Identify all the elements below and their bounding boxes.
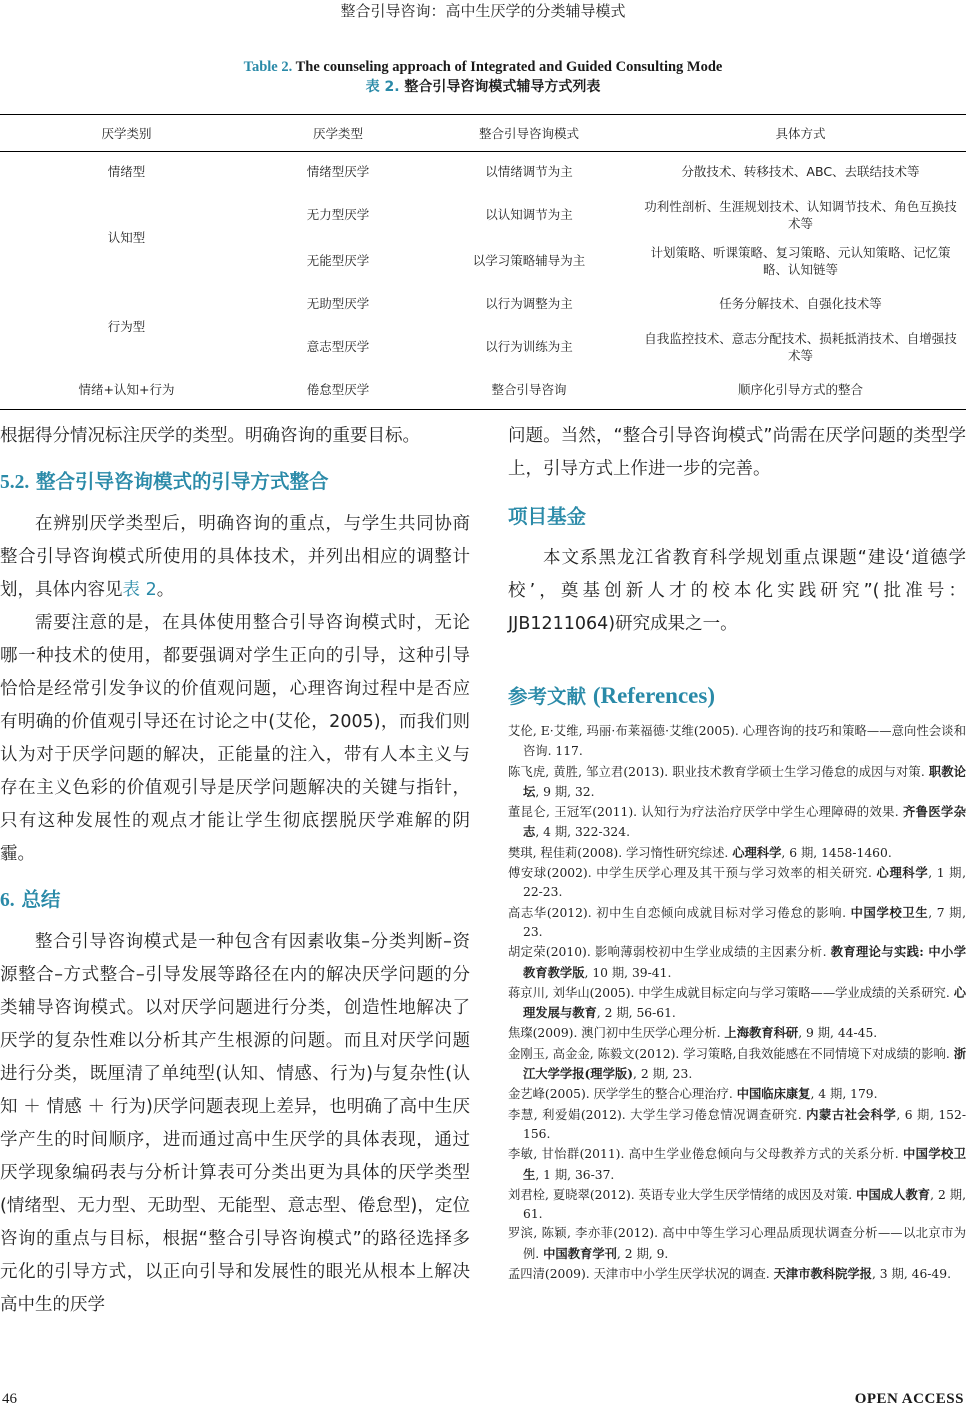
table-title-zh: 整合引导咨询模式辅导方式列表 <box>404 79 601 95</box>
reference-detail: , 4 期, 179. <box>810 1087 878 1102</box>
reference-detail: , 2 期, 9. <box>616 1246 669 1261</box>
reference-item <box>508 1185 966 1225</box>
reference-item <box>508 762 966 803</box>
paragraph: 需要注意的是，在具体使用整合引导咨询模式时，无论哪一种技术的使用，都要强调对学生正向的引导，这种引导恰恰是经常引发争议的价值观问题，心理咨询过程中是否应有明确的价值观引导还在讨论之中(艾伦，2005)，而我们则认为对于厌学问题的解决，正能量的注入，带有人本主义与存在主义色彩的价值观引导是厌学问题解决的关键与指针，只有这种发展性的观点才能让学生彻底摆脱厌学难解的阴霾。 <box>0 613 470 864</box>
reference-journal: 心理发展与教育 <box>523 984 966 1021</box>
reference-text: 蒋京川, 刘华山(2005). 中学生成就目标定向与学习策略——学业成绩的关系研究. <box>508 985 954 1000</box>
table-label-en: Table 2. <box>243 59 293 75</box>
reference-detail: , 4 期, 322-324. <box>535 825 630 840</box>
table-caption-en <box>0 57 966 77</box>
reference-journal: 心理科学 <box>876 865 929 881</box>
reference-text: 刘君栓, 夏晓翠(2012). 英语专业大学生厌学情绪的成因及对策. <box>508 1187 857 1202</box>
mode-cell: 整合引导咨询 <box>423 370 635 410</box>
type-cell: 倦怠型厌学 <box>253 370 423 410</box>
type-cell: 无能型厌学 <box>306 253 370 268</box>
table-caption <box>0 57 966 97</box>
reference-journal: 中国教育学刊 <box>543 1245 617 1261</box>
paragraph-text: 在辨别厌学类型后，明确咨询的重点，与学生共同协商整合引导咨询模式所使用的具体技术，并列出相应的调整计划，具体内容见 <box>0 514 470 600</box>
method-cell: 功利性剖析、生涯规划技术、认知调节技术、角色互换技术等 <box>644 198 957 231</box>
reference-journal: 上海教育科研 <box>724 1025 799 1041</box>
reference-detail: , 1 期, 22-23. <box>523 866 966 900</box>
category-cell: 认知型 <box>107 230 146 245</box>
reference-journal: 天津市教科院学报 <box>773 1266 872 1282</box>
method-cell: 分散技术、转移技术、ABC、去联结技术等 <box>681 164 920 180</box>
reference-item <box>508 1144 966 1185</box>
reference-item <box>508 903 966 943</box>
section-title: 总结 <box>21 888 61 911</box>
method-cell: 计划策略、听课策略、复习策略、元认知策略、记忆策略、认知链等 <box>650 244 951 277</box>
reference-item <box>508 843 966 863</box>
funding-heading: 项目基金 <box>508 505 587 528</box>
table-header-cell: 厌学类型 <box>253 115 423 152</box>
reference-item <box>508 1084 966 1104</box>
table-header-cell: 具体方式 <box>635 115 966 152</box>
reference-item <box>508 1105 966 1145</box>
reference-journal: 中国临床康复 <box>736 1086 811 1102</box>
references-heading <box>508 681 966 712</box>
reference-item <box>508 1224 966 1264</box>
mode-cell: 以情绪调节为主 <box>485 164 573 180</box>
type-cell: 无助型厌学 <box>306 296 370 311</box>
reference-item <box>508 1264 966 1284</box>
table-header-cell: 厌学类别 <box>0 115 253 152</box>
mode-cell: 以认知调节为主 <box>485 207 573 222</box>
reference-item <box>508 942 966 983</box>
reference-detail: , 10 期, 39-41. <box>584 965 672 980</box>
category-cell: 情绪型 <box>107 164 146 180</box>
reference-text: 董昆仑, 王冠军(2011). 认知行为疗法治疗厌学中学生心理障碍的效果. <box>508 805 903 820</box>
section-heading-5-2 <box>0 467 470 498</box>
reference-detail: , 7 期, 23. <box>523 905 966 939</box>
category-cell: 情绪+认知+行为 <box>0 370 253 410</box>
table-label-zh: 表 2. <box>365 79 400 95</box>
reference-text: 金艺峰(2005). 厌学学生的整合心理治疗. <box>508 1087 737 1102</box>
reference-text: 艾伦, E·艾维, 玛丽·布莱福德·艾维(2005). 心理咨询的技巧和策略——意向性会谈和咨询. 117. <box>508 724 966 759</box>
reference-detail: , 2 期, 23. <box>633 1067 693 1082</box>
reference-detail: , 9 期, 32. <box>535 784 595 799</box>
method-cell: 顺序化引导方式的整合 <box>635 370 966 410</box>
reference-item <box>508 722 966 762</box>
reference-list <box>508 722 966 1284</box>
counseling-approach-table <box>0 114 966 410</box>
mode-cell: 以行为调整为主 <box>485 296 573 311</box>
reference-text: 李慧, 利爱娟(2012). 大学生学习倦怠情况调查研究. <box>508 1107 807 1122</box>
type-cell: 情绪型厌学 <box>306 164 370 180</box>
table-row <box>0 192 966 238</box>
reference-detail: , 6 期, 1458-1460. <box>781 845 892 860</box>
reference-detail: , 3 期, 46-49. <box>871 1267 951 1282</box>
table-title-en: The counseling approach of Integrated and Guided Consulting Mode <box>295 59 723 75</box>
reference-journal: 心理科学 <box>732 844 782 860</box>
table-header-row <box>0 115 966 152</box>
paragraph: 问题。当然，“整合引导咨询模式”尚需在厌学问题的类型学上，引导方式上作进一步的完善。 <box>508 426 966 479</box>
method-cell: 任务分解技术、自强化技术等 <box>719 296 882 311</box>
paragraph: 根据得分情况标注厌学的类型。明确咨询的重要目标。 <box>0 426 420 446</box>
reference-item <box>508 983 966 1024</box>
table-row <box>0 370 966 410</box>
references-title-en: (References) <box>592 683 715 708</box>
reference-journal: 职教论坛 <box>523 763 966 799</box>
reference-item <box>508 863 966 903</box>
table-row <box>0 152 966 192</box>
reference-text: 陈飞虎, 黄胜, 邹立君(2013). 职业技术教育学硕士生学习倦怠的成因与对策. <box>508 764 929 779</box>
reference-item <box>508 1044 966 1085</box>
reference-text: 胡定荣(2010). 影响薄弱校初中生学业成绩的主因素分析. <box>508 945 831 960</box>
reference-journal: 中国成人教育 <box>856 1186 931 1202</box>
table-2-link[interactable]: 表 2 <box>122 580 157 600</box>
reference-text: 孟四清(2009). 天津市中小学生厌学状况的调查. <box>508 1267 774 1282</box>
reference-journal: 教育理论与实践: 中小学教育教学版 <box>523 944 966 980</box>
section-heading-6 <box>0 885 470 916</box>
reference-detail: , 6 期, 152-156. <box>523 1107 966 1141</box>
section-title: 整合引导咨询模式的引导方式整合 <box>36 470 329 493</box>
reference-text: 樊琪, 程佳莉(2008). 学习惰性研究综述. <box>508 845 733 860</box>
reference-detail: , 2 期, 56-61. <box>596 1006 676 1021</box>
reference-journal: 中国学校卫生 <box>850 904 929 920</box>
paragraph <box>0 508 470 607</box>
funding-paragraph: 本文系黑龙江省教育科学规划重点课题“建设‘道德学校’，奠基创新人才的校本化实践研究”(批准号：JJB1211064)研究成果之一。 <box>508 548 966 634</box>
reference-journal: 中国学校卫生 <box>523 1146 966 1182</box>
type-cell: 无力型厌学 <box>306 207 370 222</box>
reference-text: 罗滨, 陈颖, 李亦菲(2012). 高中中等生学习心理品质现状调查分析——以北京市为例. <box>508 1226 966 1261</box>
page-number: 46 <box>2 1391 17 1407</box>
type-cell: 意志型厌学 <box>306 339 370 354</box>
reference-detail: , 1 期, 36-37. <box>535 1167 615 1182</box>
reference-text: 金刚玉, 高金金, 陈毅文(2012). 学习策略,自我效能感在不同情境下对成绩的影响. <box>508 1046 954 1061</box>
reference-text: 高志华(2012). 初中生自恋倾向成就目标对学习倦怠的影响. <box>508 905 851 920</box>
paragraph-text: 。 <box>156 580 175 600</box>
mode-cell: 以学习策略辅导为主 <box>472 253 586 268</box>
references-title-zh: 参考文献 <box>508 685 587 708</box>
section-number: 5.2. <box>0 472 30 493</box>
right-column <box>508 420 966 1284</box>
table-caption-zh <box>0 77 966 97</box>
method-cell: 自我监控技术、意志分配技术、损耗抵消技术、自增强技术等 <box>644 330 957 363</box>
reference-detail: , 2 期, 61. <box>523 1187 966 1222</box>
reference-text: 焦璨(2009). 澳门初中生厌学心理分析. <box>508 1026 725 1041</box>
mode-cell: 以行为训练为主 <box>485 339 573 354</box>
table-header-cell: 整合引导咨询模式 <box>423 115 635 152</box>
left-column <box>0 420 470 1322</box>
reference-journal: 齐鲁医学杂志 <box>523 804 966 840</box>
reference-item <box>508 1023 966 1043</box>
paragraph: 整合引导咨询模式是一种包含有因素收集–分类判断–资源整合–方式整合–引导发展等路径在内的解决厌学问题的分类辅导咨询模式。以对厌学问题进行分类，创造性地解决了厌学的复杂性难以分析其产生根源的问题。而且对厌学问题进行分类，既厘清了单纯型(认知、情感、行为)与复杂性(认知 ＋ 情感 ＋ 行为)厌学问题表现上差异，也明确了高中生厌学产生的时间顺序，进而通过高中生厌学的具体表现，通过厌学现象编码表与分析计算表可分类出更为具体的厌学类型(情绪型、无力型、无助型、无能型、意志型、倦怠型)，定位咨询的重点与目标，根据“整合引导咨询模式”的路径选择多元化的引导方式，以正向引导和发展性的眼光从根本上解决高中生的厌学 <box>0 932 470 1315</box>
reference-detail: , 9 期, 44-45. <box>798 1026 878 1041</box>
category-cell: 行为型 <box>107 319 146 334</box>
running-head: 整合引导咨询：高中生厌学的分类辅导模式 <box>340 2 626 20</box>
open-access-label: OPEN ACCESS <box>854 1391 964 1407</box>
table-row <box>0 284 966 324</box>
reference-item <box>508 802 966 843</box>
reference-text: 李敏, 甘怡群(2011). 高中生学业倦怠倾向与父母教养方式的关系分析. <box>508 1147 903 1162</box>
section-number: 6. <box>0 890 15 911</box>
reference-journal: 浙江大学学报(理学版) <box>523 1045 966 1082</box>
reference-text: 傅安球(2002). 中学生厌学心理及其干预与学习效率的相关研究. <box>508 866 877 881</box>
reference-journal: 内蒙古社会科学 <box>806 1106 897 1122</box>
